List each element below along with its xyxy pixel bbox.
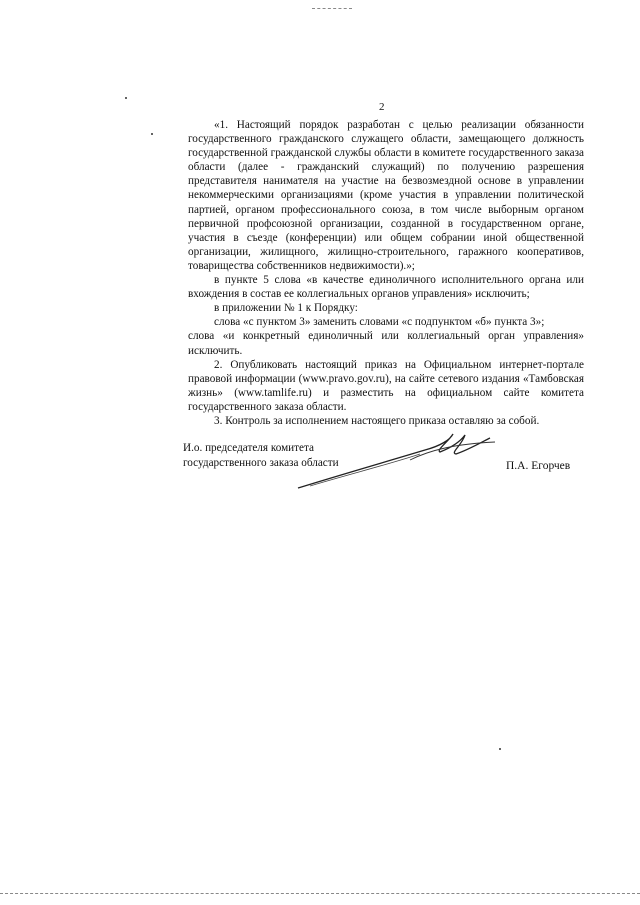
paragraph-exclude: слова «и конкретный единоличный или коллегиальный орган управления» исключить. <box>188 330 584 357</box>
scan-speck <box>151 133 153 135</box>
position-line-2: государственного заказа области <box>183 456 339 469</box>
document-body <box>188 118 584 428</box>
page-number: 2 <box>379 101 385 113</box>
scan-speck <box>499 748 501 750</box>
paragraph-appendix: в приложении № 1 к Порядку: <box>214 302 358 315</box>
handwritten-signature <box>290 420 500 495</box>
scan-edge-bottom <box>0 893 640 894</box>
paragraph-control: 3. Контроль за исполнением настоящего приказа оставляю за собой. <box>214 414 540 427</box>
scan-edge-top <box>312 8 352 9</box>
paragraph-item-5: в пункте 5 слова «в качестве единоличного исполнительного органа или вхождения в состав ее коллегиальных органов управления» исключить; <box>188 274 584 301</box>
position-line-1: И.о. председателя комитета <box>183 442 314 454</box>
signatory-name: П.А. Егорчев <box>506 460 571 472</box>
paragraph-replace: слова «с пунктом 3» заменить словами «с подпунктом «б» пункта 3»; <box>214 316 545 329</box>
scan-speck <box>125 97 127 99</box>
paragraph-item-1: «1. Настоящий порядок разработан с целью реализации обязанности государственного гражданского служащего области, замещающего должность государственной гражданской службы области в комитете государственного заказа области (далее - гражданский служащий) по получению разрешения представителя нанимателя на участие на безвозмездной основе в управлении некоммерческими организациями (кроме участия в управлении политической партией, органом профессионального союза, в том числе выборным органом первичной профсоюзной организации, созданной в государственном органе, участия в съезде (конференции) или общем собрании иной общественной организации, жилищного, жилищно-строительного, гаражного кооперативов, товарищества собственников недвижимости).»; <box>188 119 584 272</box>
paragraph-publish: 2. Опубликовать настоящий приказ на Официальном интернет-портале правовой информации (www.pravo.gov.ru), на сайте сетевого издания «Тамбовская жизнь» (www.tamlife.ru) и разместить на официальном сайте комитета государственного заказа области. <box>188 358 584 413</box>
